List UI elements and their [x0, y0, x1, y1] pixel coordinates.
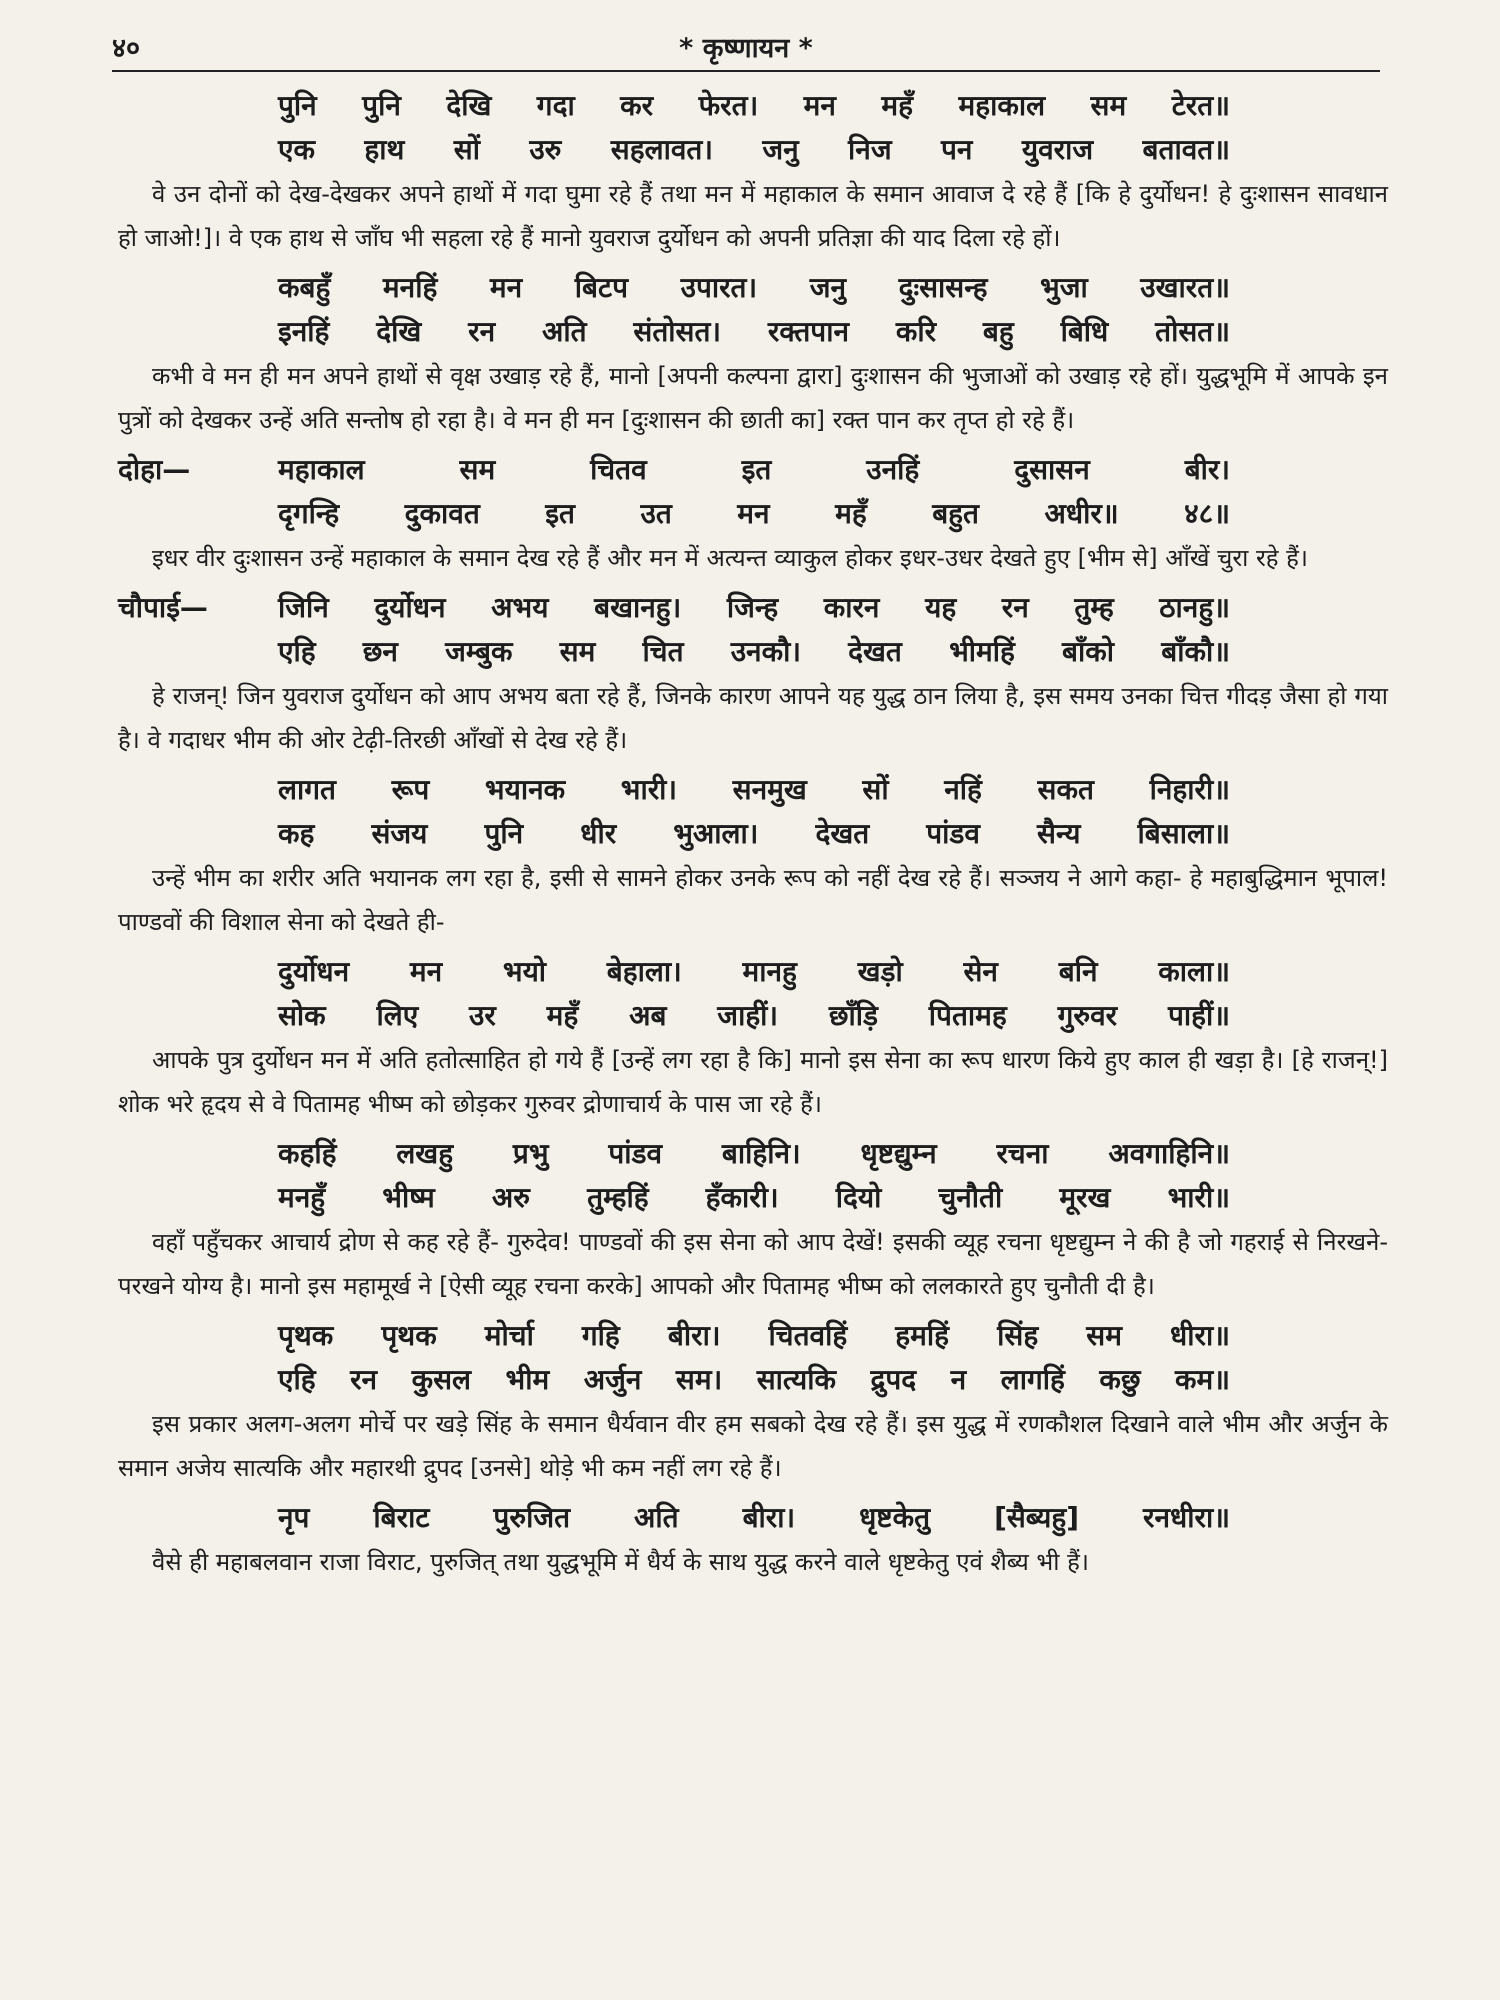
page-number: ४०: [112, 33, 141, 64]
verse-text: सोक लिए उर महँ अब जाहीं। छाँड़ि पितामह गुरुवर पाहीं॥: [278, 999, 1230, 1032]
prose-paragraph: आपके पुत्र दुर्योधन मन में अति हतोत्साहित हो गये हैं [उन्हें लग रहा है कि] मानो इस सेना का रूप धारण किये हुए काल ही खड़ा है। [हे राजन्!] शोक भरे हृदय से वे पितामह भीष्म को छोड़कर गुरुवर द्रोणाचार्य के पास जा रहे हैं।: [118, 1046, 1388, 1118]
verse-line: [118, 768, 1388, 812]
verse-text: दुर्योधन मन भयो बेहाला। मानहु खड़ो सेन बनि काला॥: [278, 955, 1230, 988]
verse-line: [118, 1358, 1388, 1402]
prose-paragraph: हे राजन्! जिन युवराज दुर्योधन को आप अभय बता रहे हैं, जिनके कारण आपने यह युद्ध ठान लिया है, इस समय उनका चित्त गीदड़ जैसा हो गया है। वे गदाधर भीम की ओर टेढ़ी-तिरछी आँखों से देख रहे हैं।: [118, 682, 1388, 754]
prose-paragraph: वैसे ही महाबलवान राजा विराट, पुरुजित् तथा युद्धभूमि में धैर्य के साथ युद्ध करने वाले धृष्टकेतु एवं शैब्य भी हैं।: [152, 1548, 1089, 1576]
verse-line: [118, 1176, 1388, 1220]
verse-line: [118, 1496, 1388, 1540]
verse-line: [118, 492, 1388, 536]
prose-paragraph: कभी वे मन ही मन अपने हाथों से वृक्ष उखाड़ रहे हैं, मानो [अपनी कल्पना द्वारा] दुःशासन की भुजाओं को उखाड़ रहे हों। युद्धभूमि में आपके इन पुत्रों को देखकर उन्हें अति सन्तोष हो रहा है। वे मन ही मन [दुःशासन की छाती का] रक्त पान कर तृप्त हो रहे हैं।: [118, 362, 1388, 434]
verse-text: कह संजय पुनि धीर भुआला। देखत पांडव सैन्य बिसाला॥: [278, 817, 1230, 850]
prose-paragraph: वहाँ पहुँचकर आचार्य द्रोण से कह रहे हैं- गुरुदेव! पाण्डवों की इस सेना को आप देखें! इसकी व्यूह रचना धृष्टद्युम्न ने की है जो गहराई से निरखने-परखने योग्य है। मानो इस महामूर्ख ने [ऐसी व्यूह रचना करके] आपको और पितामह भीष्म को ललकारते हुए चुनौती दी है।: [118, 1228, 1388, 1300]
verse-line: [118, 84, 1388, 128]
verse-line: [118, 586, 1388, 630]
verse-line: [118, 812, 1388, 856]
verse-text: दृगन्हि दुकावत इत उत मन महँ बहुत अधीर॥ ४८॥: [278, 497, 1230, 530]
verse-text: पृथक पृथक मोर्चा गहि बीरा। चितवहिं हमहिं सिंह सम धीरा॥: [278, 1319, 1230, 1352]
verse-line: [118, 266, 1388, 310]
verse-text: महाकाल सम चितव इत उनहिं दुसासन बीर।: [278, 453, 1230, 486]
verse-text: मनहुँ भीष्म अरु तुम्हहिं हँकारी। दियो चुनौती मूरख भारी॥: [278, 1181, 1230, 1214]
verse-label: दोहा—: [118, 453, 191, 486]
verse-line: [118, 448, 1388, 492]
prose-paragraph: उन्हें भीम का शरीर अति भयानक लग रहा है, इसी से सामने होकर उनके रूप को नहीं देख रहे हैं। सञ्जय ने आगे कहा- हे महाबुद्धिमान भूपाल! पाण्डवों की विशाल सेना को देखते ही-: [118, 864, 1388, 936]
verse-line: [118, 950, 1388, 994]
prose-paragraph: इधर वीर दुःशासन उन्हें महाकाल के समान देख रहे हैं और मन में अत्यन्त व्याकुल होकर इधर-उधर देखते हुए [भीम से] आँखें चुरा रहे हैं।: [152, 544, 1309, 572]
verse-line: [118, 994, 1388, 1038]
verse-text: एक हाथ सों उरु सहलावत। जनु निज पन युवराज बतावत॥: [278, 133, 1230, 166]
verse-line: [118, 1314, 1388, 1358]
page-header: [112, 22, 1380, 72]
page-body: [118, 84, 1388, 1590]
running-title: * कृष्णायन *: [679, 33, 813, 64]
verse-text: जिनि दुर्योधन अभय बखानहु। जिन्ह कारन यह रन तुम्ह ठानहु॥: [278, 591, 1230, 624]
verse-line: [118, 630, 1388, 674]
verse-label: चौपाई—: [118, 591, 208, 624]
verse-text: कबहुँ मनहिं मन बिटप उपारत। जनु दुःसासन्ह भुजा उखारत॥: [278, 271, 1230, 304]
verse-line: [118, 310, 1388, 354]
verse-line: [118, 1132, 1388, 1176]
verse-line: [118, 128, 1388, 172]
verse-text: पुनि पुनि देखि गदा कर फेरत। मन महँ महाकाल सम टेरत॥: [278, 89, 1230, 122]
prose-paragraph: इस प्रकार अलग-अलग मोर्चे पर खड़े सिंह के समान धैर्यवान वीर हम सबको देख रहे हैं। इस युद्ध में रणकौशल दिखाने वाले भीम और अर्जुन के समान अजेय सात्यकि और महारथी द्रुपद [उनसे] थोड़े भी कम नहीं लग रहे हैं।: [118, 1410, 1388, 1482]
prose-paragraph: वे उन दोनों को देख-देखकर अपने हाथों में गदा घुमा रहे हैं तथा मन में महाकाल के समान आवाज दे रहे हैं [कि हे दुर्योधन! हे दुःशासन सावधान हो जाओ!]। वे एक हाथ से जाँघ भी सहला रहे हैं मानो युवराज दुर्योधन को अपनी प्रतिज्ञा की याद दिला रहे हों।: [118, 180, 1388, 252]
verse-text: कहहिं लखहु प्रभु पांडव बाहिनि। धृष्टद्युम्न रचना अवगाहिनि॥: [278, 1137, 1230, 1170]
verse-text: एहि छन जम्बुक सम चित उनकौ। देखत भीमहिं बाँको बाँकौ॥: [278, 635, 1230, 668]
verse-text: एहि रन कुसल भीम अर्जुन सम। सात्यकि द्रुपद न लागहिं कछु कम॥: [278, 1363, 1230, 1396]
verse-text: नृप बिराट पुरुजित अति बीरा। धृष्टकेतु [सैब्यहु] रनधीरा॥: [278, 1501, 1230, 1534]
verse-text: इनहिं देखि रन अति संतोसत। रक्तपान करि बहु बिधि तोसत॥: [278, 315, 1230, 348]
verse-text: लागत रूप भयानक भारी। सनमुख सों नहिं सकत निहारी॥: [278, 773, 1230, 806]
